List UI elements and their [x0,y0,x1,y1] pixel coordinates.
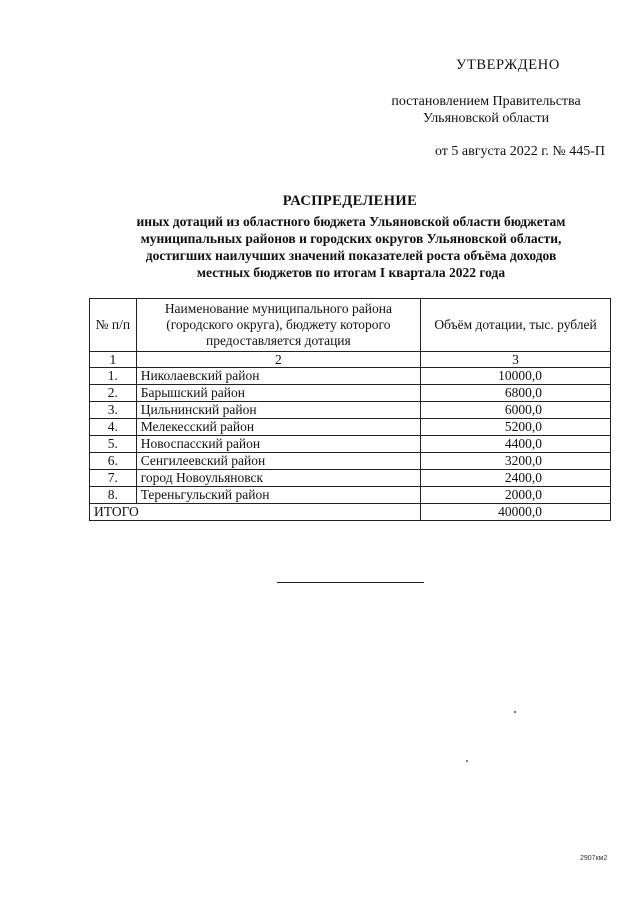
row-amount: 6800,0 [421,385,611,402]
table-row [90,470,611,487]
row-amount: 2400,0 [421,470,611,487]
table-header-row [90,299,611,352]
row-amount: 5200,0 [421,419,611,436]
row-number: 7. [90,470,137,487]
subtitle-line: иных дотаций из областного бюджета Ульяновской области бюджетам [136,214,566,229]
row-municipality: Мелекесский район [136,419,420,436]
approval-line-2: Ульяновской области [422,111,550,126]
row-municipality: Цильнинский район [136,402,420,419]
table-row [90,436,611,453]
total-label: ИТОГО [90,504,421,521]
scan-speck [514,711,516,713]
allocation-table [89,298,611,521]
approval-line-1: постановлением Правительства [391,94,581,109]
row-number: 2. [90,385,137,402]
row-number: 8. [90,487,137,504]
subtitle-line: достигших наилучших значений показателей роста объёма доходов [145,248,557,263]
table-row [90,402,611,419]
table-row [90,453,611,470]
document-title: РАСПРЕДЕЛЕНИЕ [282,193,418,209]
subtitle-line: местных бюджетов по итогам I квартала 2022 года [196,265,506,280]
table-row [90,368,611,385]
row-number: 4. [90,419,137,436]
header-amount: Объём дотации, тыс. рублей [421,299,611,352]
column-index-row [90,352,611,368]
subtitle-line: муниципальных районов и городских округов Ульяновской области, [140,231,562,246]
closing-divider [277,582,424,583]
approval-authority [366,93,606,127]
row-municipality: Николаевский район [136,368,420,385]
table-row [90,487,611,504]
row-number: 1. [90,368,137,385]
row-municipality: Тереньгульский район [136,487,420,504]
approval-stamp: УТВЕРЖДЕНО [456,57,560,73]
total-amount: 40000,0 [421,504,611,521]
row-municipality: Сенгилеевский район [136,453,420,470]
row-amount: 6000,0 [421,402,611,419]
column-index: 3 [421,352,611,368]
row-number: 3. [90,402,137,419]
document-subtitle [90,213,612,281]
table-row [90,419,611,436]
header-municipality: Наименование муниципального района (городского округа), бюджету которого предоставляется дотация [136,299,420,352]
row-municipality: город Новоульяновск [136,470,420,487]
row-amount: 4400,0 [421,436,611,453]
row-amount: 3200,0 [421,453,611,470]
row-amount: 2000,0 [421,487,611,504]
row-number: 6. [90,453,137,470]
table-row [90,385,611,402]
row-number: 5. [90,436,137,453]
footer-code: 2907км2 [580,855,608,862]
row-municipality: Новоспасский район [136,436,420,453]
approval-date: от 5 августа 2022 г. № 445-П [434,144,605,159]
column-index: 1 [90,352,137,368]
column-index: 2 [136,352,420,368]
scan-speck [466,760,468,762]
row-amount: 10000,0 [421,368,611,385]
row-municipality: Барышский район [136,385,420,402]
total-row [90,504,611,521]
header-number: № п/п [90,299,137,352]
